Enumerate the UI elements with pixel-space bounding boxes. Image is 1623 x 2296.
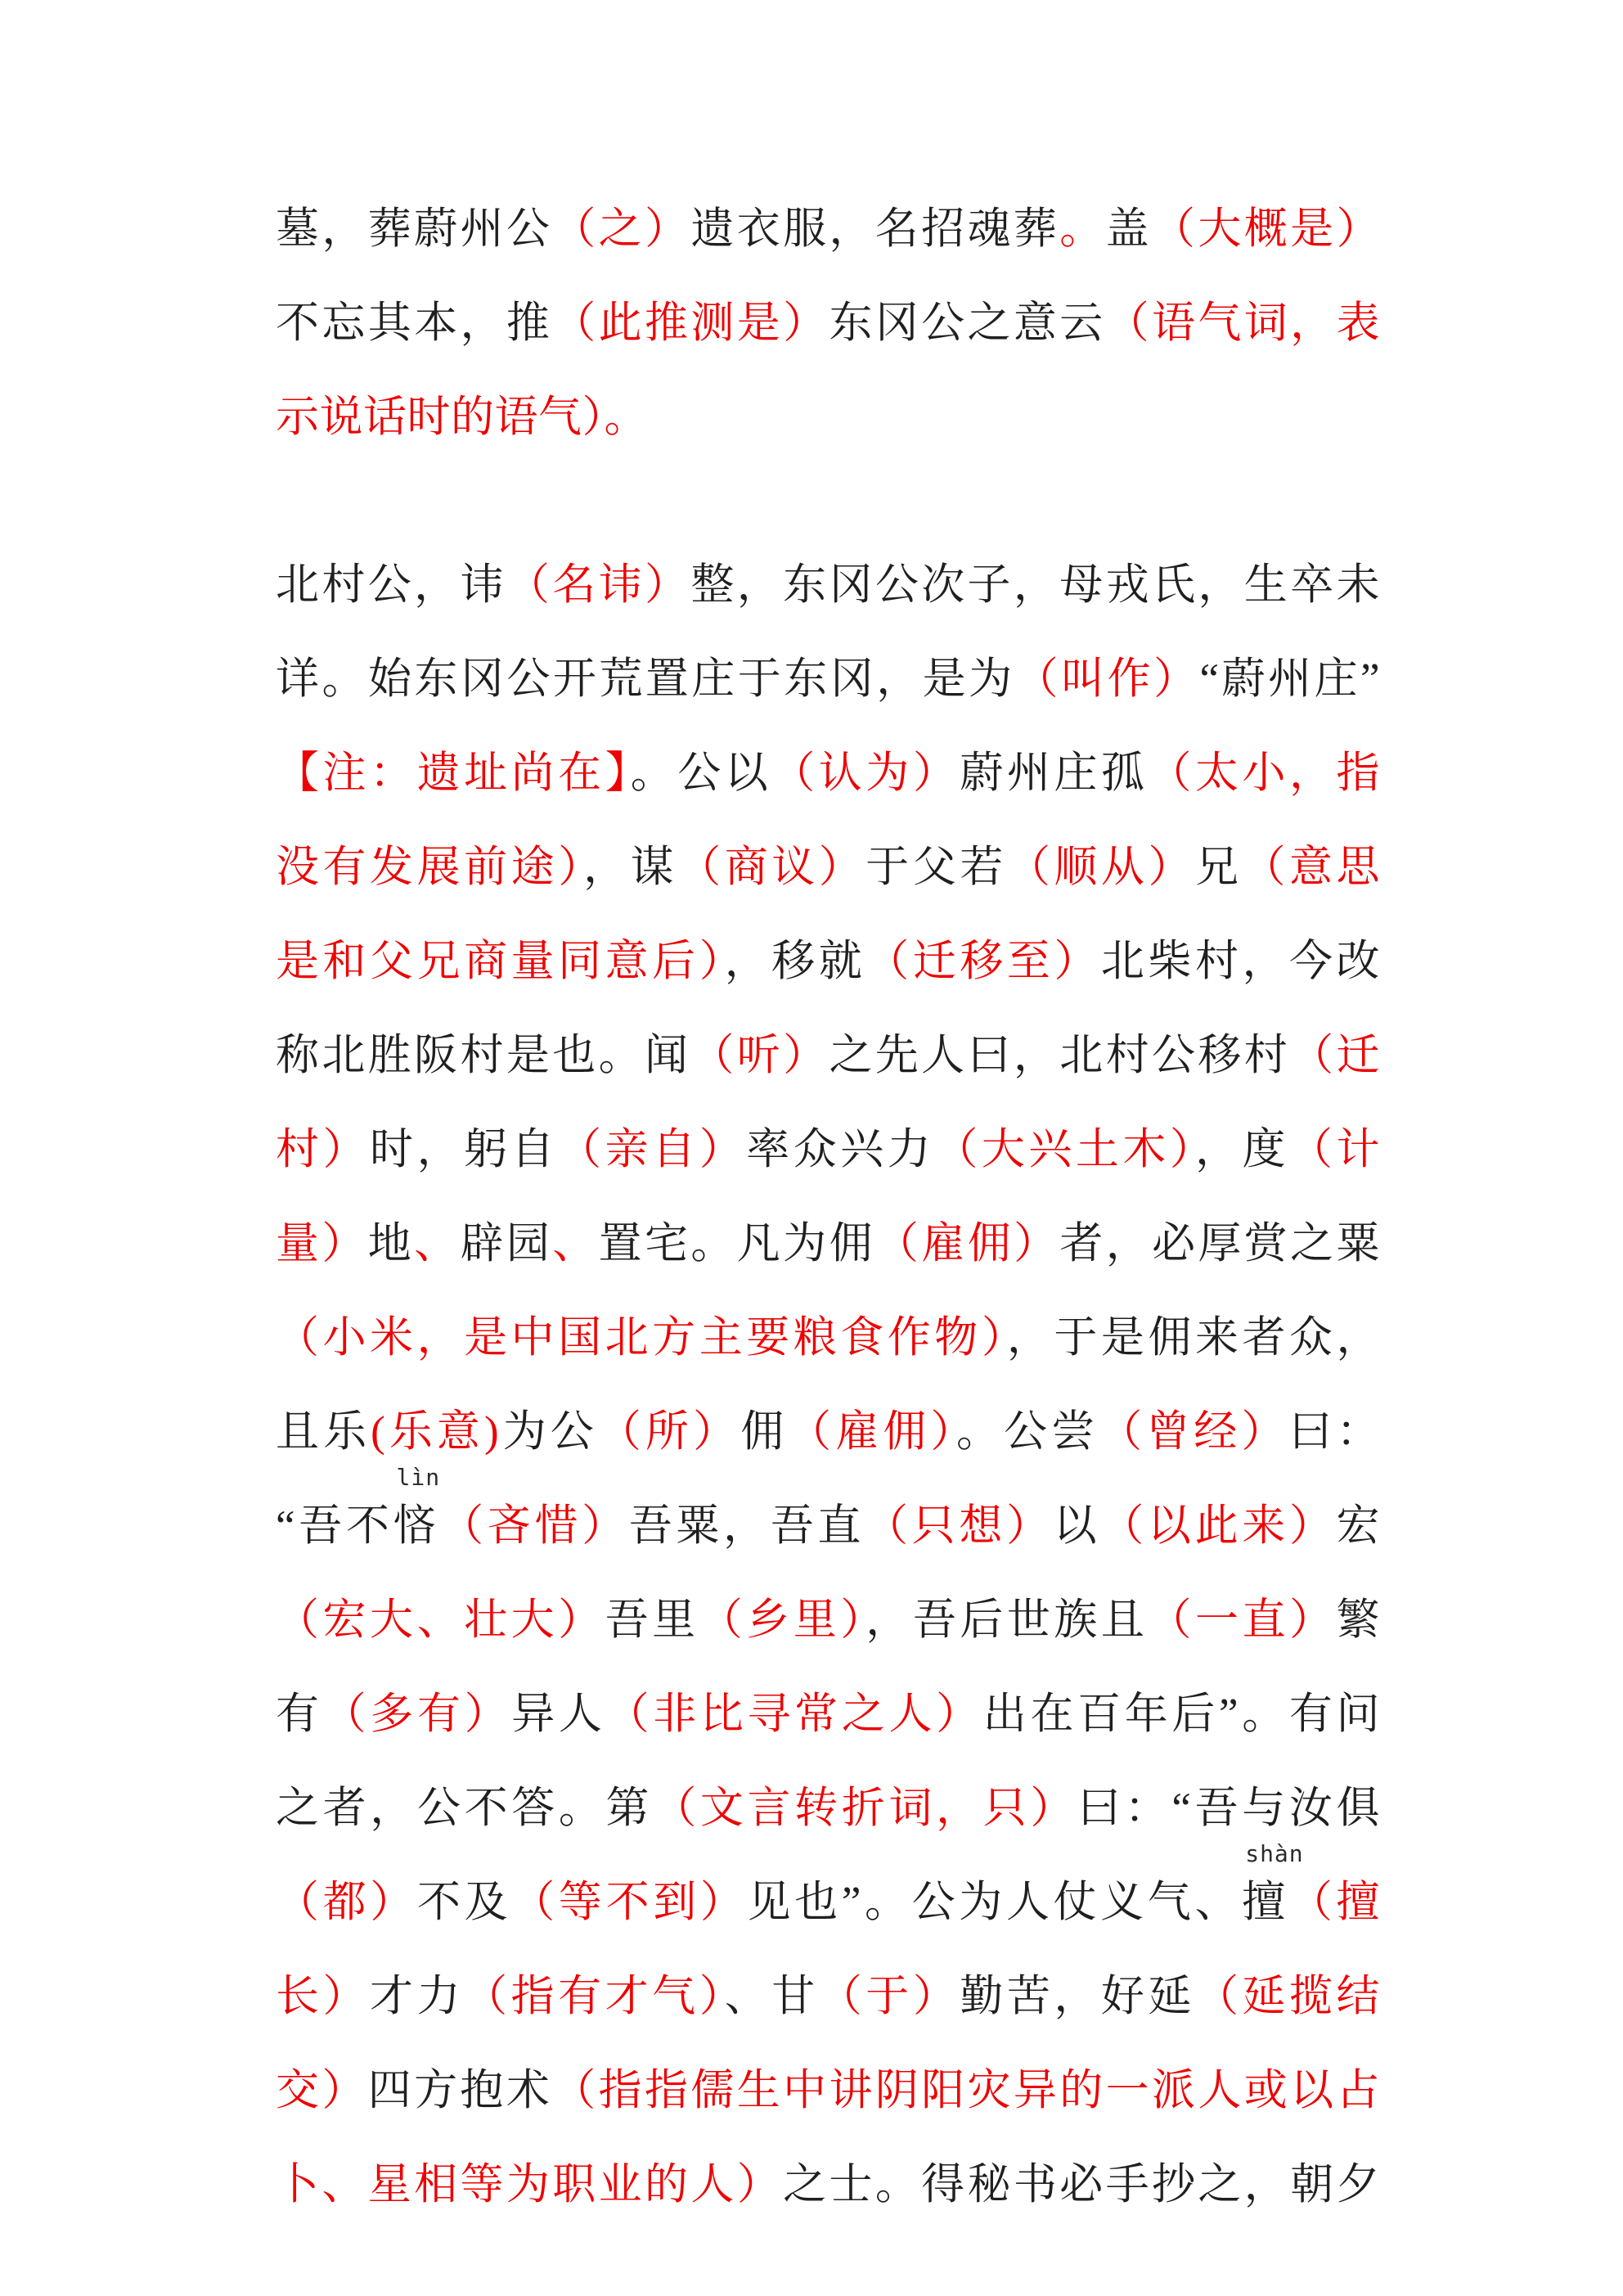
text-run: ，移就 <box>724 938 866 985</box>
text-content <box>276 182 1380 2232</box>
text-run: （之） <box>552 205 691 253</box>
text-run: 。 <box>1059 205 1106 253</box>
text-run: （多有） <box>322 1690 512 1738</box>
text-run: 墓，葬蔚州公 <box>276 205 553 253</box>
text-run: （指指儒生中讲阴阳灾异的一派人或以占 <box>552 2067 1381 2114</box>
text-run: 交） <box>276 2067 368 2114</box>
text-run: 示说话时的语气）。 <box>276 394 648 441</box>
text-run: 长） <box>276 1973 371 2020</box>
text-run: 遗衣服，名招魂葬 <box>690 205 1060 253</box>
text-run: 盖 <box>1105 205 1153 253</box>
text-run: 者，必厚赏之粟 <box>1059 1220 1381 1267</box>
text-run: 有 <box>276 1690 323 1738</box>
text-line <box>276 1950 1380 2044</box>
text-run: （擅 <box>1288 1879 1381 1926</box>
text-run: 辟园 <box>460 1220 553 1267</box>
text-run: 吾粟，吾直 <box>628 1502 865 1550</box>
text-line <box>276 1573 1380 1668</box>
text-run: 称北胜阪村是也。闻 <box>276 1032 691 1079</box>
text-run: （商议） <box>677 844 866 891</box>
text-run: （迁 <box>1290 1032 1381 1079</box>
text-run: （乡里） <box>699 1596 866 1644</box>
text-run: 宏 <box>1336 1502 1381 1550</box>
pinyin-annotation: lìn <box>396 1464 441 1491</box>
text-run: （大兴土木） <box>934 1126 1195 1173</box>
text-run: （此推测是） <box>552 299 829 347</box>
text-run: 北柴村，今改 <box>1100 938 1381 985</box>
text-run: “吾不 <box>276 1502 393 1550</box>
text-run: 繁 <box>1336 1596 1381 1644</box>
text-run: 之先人曰，北村公移村 <box>829 1032 1291 1079</box>
paragraph <box>276 182 1380 465</box>
text-run: 出在百年后”。有问 <box>982 1690 1381 1738</box>
text-run: 异人 <box>511 1690 606 1738</box>
text-line <box>276 1668 1380 1762</box>
text-run: 勤苦，好延 <box>960 1973 1195 2020</box>
text-run: 。公尝 <box>955 1408 1099 1456</box>
text-run: 不忘其本，推 <box>276 299 553 347</box>
text-run: 置宅。凡为佣 <box>598 1220 875 1267</box>
text-run: （小米，是中国北方主要粮食作物） <box>276 1314 1007 1362</box>
text-run: （吝惜） <box>440 1502 629 1550</box>
text-run: 详。始东冈公开荒置庄于东冈，是为 <box>276 655 1015 703</box>
text-line <box>276 277 1380 371</box>
text-run: （名讳） <box>506 561 691 609</box>
text-run: 佣 <box>740 1408 789 1456</box>
text-line <box>276 821 1380 915</box>
text-run: （迁移至） <box>865 938 1101 985</box>
text-run: （计 <box>1289 1126 1381 1173</box>
text-run: (乐意) <box>371 1408 500 1456</box>
text-run: （雇佣） <box>788 1408 956 1456</box>
text-run: 见也”。公为人仗义气、 <box>747 1879 1243 1926</box>
text-run: 兄 <box>1194 844 1243 891</box>
text-line <box>276 1291 1380 1385</box>
text-line <box>276 538 1380 633</box>
text-run: ，吾后世族且 <box>865 1596 1149 1644</box>
text-run: 为公 <box>499 1408 598 1456</box>
text-line <box>276 727 1380 821</box>
text-run: 量） <box>276 1220 368 1267</box>
text-run: （延揽结 <box>1194 1973 1381 2020</box>
text-run: 曰： <box>1288 1408 1381 1456</box>
text-line <box>276 633 1380 727</box>
text-run: 村） <box>276 1126 371 1173</box>
text-run: （宏大、壮大） <box>276 1596 605 1644</box>
text-run: 、 <box>552 1220 599 1267</box>
text-run: （亲自） <box>558 1126 747 1173</box>
text-run: 北村公，讳 <box>276 561 506 609</box>
text-line <box>276 1009 1380 1103</box>
text-run: 是和父兄商量同意后） <box>276 938 725 985</box>
text-line <box>276 1464 1381 1573</box>
text-run: （所） <box>597 1408 741 1456</box>
text-run: 以 <box>1053 1502 1101 1550</box>
text-line <box>276 1385 1380 1479</box>
text-run: （文言转折词，只） <box>653 1785 1078 1832</box>
text-run: 四方抱术 <box>367 2067 553 2114</box>
text-run: （太小，指 <box>1148 750 1381 797</box>
text-run: ，于是佣来者众， <box>1006 1314 1381 1362</box>
text-run: （于） <box>818 1973 960 2020</box>
text-run: （等不到） <box>511 1879 748 1926</box>
text-line <box>276 1762 1380 1856</box>
text-run: （以此来） <box>1100 1502 1337 1550</box>
text-run: 时，躬自 <box>370 1126 559 1173</box>
text-run: （只想） <box>865 1502 1054 1550</box>
text-line <box>276 1840 1381 1950</box>
text-line <box>276 915 1380 1009</box>
text-line <box>276 1103 1380 1197</box>
text-run: （一直） <box>1148 1596 1337 1644</box>
text-run: 【注：遗址尚在】 <box>276 750 631 797</box>
text-run: 地 <box>367 1220 415 1267</box>
text-run: 于父若 <box>865 844 1007 891</box>
text-run: 且乐 <box>276 1408 371 1456</box>
text-line <box>276 1197 1380 1291</box>
text-run: （叫作） <box>1014 655 1200 703</box>
text-line <box>276 182 1380 277</box>
text-run: 东冈公之意云 <box>829 299 1106 347</box>
text-run: ，谋 <box>583 844 678 891</box>
text-run: 没有发展前途） <box>276 844 584 891</box>
text-run: （顺从） <box>1006 844 1195 891</box>
annotated-char: 擅 shàn <box>1242 1840 1304 1926</box>
paragraph <box>276 538 1380 2232</box>
text-run: 、甘 <box>724 1973 819 2020</box>
text-run: （听） <box>690 1032 829 1079</box>
annotated-char: 悋 lìn <box>393 1464 441 1550</box>
text-run: 蔚州庄孤 <box>960 750 1149 797</box>
text-run: （都） <box>276 1879 417 1926</box>
text-run: （意思 <box>1242 844 1381 891</box>
text-run: 卜、星相等为职业的人） <box>276 2161 784 2208</box>
text-run: 吾里 <box>605 1596 699 1644</box>
text-run: 率众兴力 <box>746 1126 935 1173</box>
text-run: 才力 <box>370 1973 465 2020</box>
text-run: （指有才气） <box>464 1973 725 2020</box>
text-line <box>276 2044 1380 2138</box>
text-run: 。公以 <box>630 750 772 797</box>
text-run: 整，东冈公次子，母戎氏，生卒未 <box>690 561 1381 609</box>
text-run: （语气词，表 <box>1105 299 1381 347</box>
text-run: （大概是） <box>1152 205 1381 253</box>
text-run: （非比寻常之人） <box>605 1690 983 1738</box>
text-run: 、 <box>414 1220 461 1267</box>
pinyin-annotation: shàn <box>1245 1840 1304 1867</box>
text-run: “蔚州庄” <box>1199 655 1380 703</box>
text-run: 曰：“吾与汝俱 <box>1077 1785 1381 1832</box>
text-run: 不及 <box>416 1879 512 1926</box>
text-run: 之者，公不答。第 <box>276 1785 654 1832</box>
text-run: 之士。得秘书必手抄之，朝夕 <box>783 2161 1381 2208</box>
text-run: ，度 <box>1194 1126 1290 1173</box>
text-line <box>276 2138 1380 2232</box>
text-run: （曾经） <box>1099 1408 1289 1456</box>
text-run: （认为） <box>771 750 960 797</box>
text-run: （雇佣） <box>874 1220 1060 1267</box>
text-line <box>276 371 1380 465</box>
